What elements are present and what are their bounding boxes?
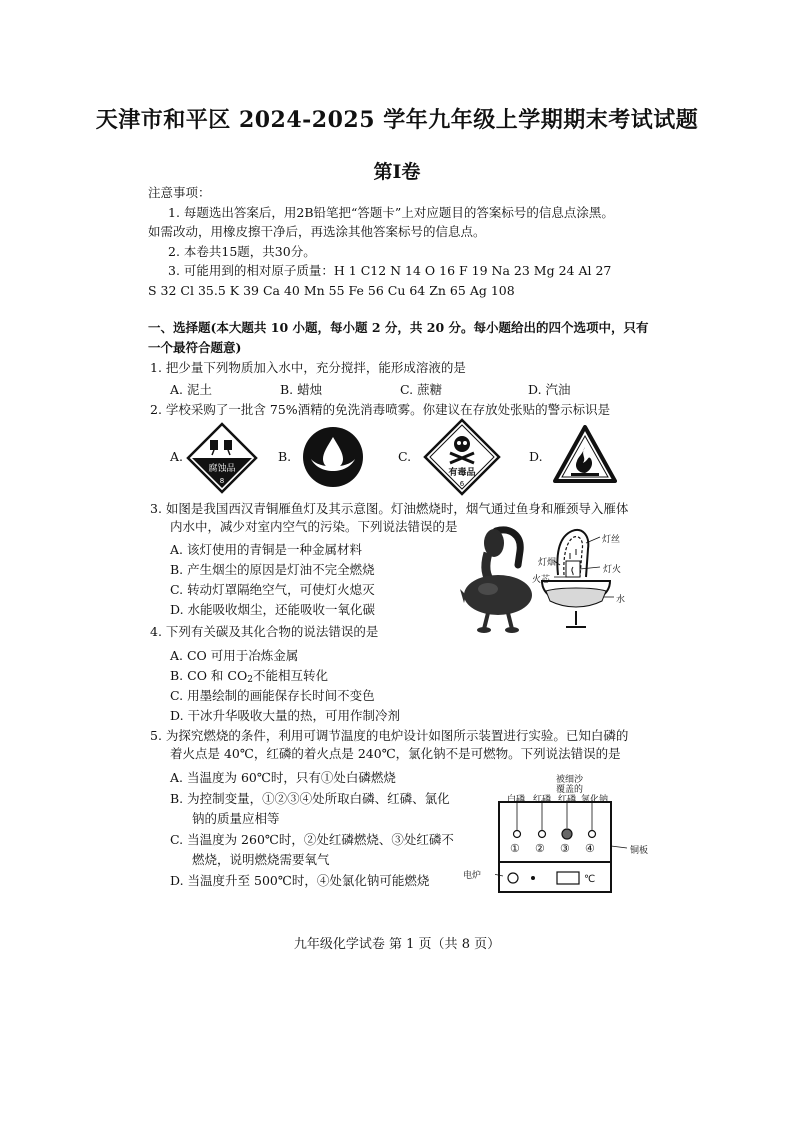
section-heading-line1: 一、选择题(本大题共 10 小题，每小题 2 分，共 20 分。每小题给出的四个选项中，只有 xyxy=(148,320,649,335)
bronze-lamp-photo xyxy=(458,525,538,635)
label-red-phosphorus-1: 红磷 xyxy=(533,795,552,805)
q4-option-b xyxy=(170,666,328,685)
q3-stem-line2: 内水中，减少对室内空气的污染。下列说法错误的是 xyxy=(170,519,458,534)
flammable-sign-icon xyxy=(553,425,617,483)
label-lamp-core: 火芯 xyxy=(532,575,551,585)
label-lamp-fire: 灯火 xyxy=(603,565,622,575)
label-water: 水 xyxy=(616,595,626,605)
q5-option-c-line2: 燃烧，说明燃烧需要氧气 xyxy=(192,852,330,867)
q3-option-a: A. 该灯使用的青铜是一种金属材料 xyxy=(170,542,362,557)
q2-stem: 2. 学校采购了一批含 75%酒精的免洗消毒喷雾。你建议在存放处张贴的警示标识是 xyxy=(150,402,611,417)
q1-option-d: D. 汽油 xyxy=(528,382,571,397)
notes-heading: 注意事项： xyxy=(148,185,211,200)
q1-option-c: C. 蔗糖 xyxy=(400,382,443,397)
position-3: ③ xyxy=(560,842,570,855)
toxic-sign-icon xyxy=(423,418,501,496)
q1-option-a: A. 泥土 xyxy=(170,382,212,397)
corrosive-sign-number: 8 xyxy=(219,477,225,485)
q3-option-c: C. 转动灯罩隔绝空气，可使灯火熄灭 xyxy=(170,582,375,597)
position-4: ④ xyxy=(585,842,595,855)
section-heading-line2: 一个最符合题意) xyxy=(148,340,242,355)
label-electric-stove: 电炉 xyxy=(463,871,482,881)
page-footer: 九年级化学试卷 第 1 页（共 8 页） xyxy=(293,937,501,952)
q2-option-d: D. xyxy=(529,449,543,464)
label-sand-covered-1: 被细沙 xyxy=(556,775,584,785)
label-red-phosphorus-2: 红磷 xyxy=(558,795,577,805)
q1-option-b: B. 蜡烛 xyxy=(280,382,323,397)
label-white-phosphorus: 白磷 xyxy=(507,795,526,805)
label-lamp-smoke: 灯烟 xyxy=(538,558,557,568)
q5-option-b-line1: B. 为控制变量，①②③④处所取白磷、红磷、氯化 xyxy=(170,791,450,806)
note-3b: S 32 Cl 35.5 K 39 Ca 40 Mn 55 Fe 56 Cu 64 Zn 65 Ag 108 xyxy=(148,283,515,298)
label-sodium-chloride: 氯化钠 xyxy=(581,795,609,805)
corrosive-sign-text: 腐蚀品 xyxy=(208,464,236,474)
volume-heading: 第Ⅰ卷 xyxy=(373,161,421,183)
q4-option-b-pre: B. CO 和 CO xyxy=(170,668,248,683)
q4-option-a: A. CO 可用于冶炼金属 xyxy=(170,648,299,663)
q2-option-c: C. xyxy=(398,449,412,464)
note-1b: 如需改动，用橡皮擦干净后，再选涂其他答案标号的信息点。 xyxy=(148,224,486,239)
label-lamp-wick: 灯丝 xyxy=(602,535,621,545)
q1-stem: 1. 把少量下列物质加入水中，充分搅拌，能形成溶液的是 xyxy=(150,360,466,375)
q2-option-a: A. xyxy=(170,449,184,464)
note-1a: 1. 每题选出答案后，用2B铅笔把“答题卡”上对应题目的答案标号的信息点涂黑。 xyxy=(168,205,614,220)
q4-option-d: D. 干冰升华吸收大量的热，可用作制冷剂 xyxy=(170,708,401,723)
position-2: ② xyxy=(535,842,545,855)
corrosive-sign-icon xyxy=(186,422,258,494)
q5-stem-line2: 着火点是 40℃，红磷的着火点是 240℃，氯化钠不是可燃物。下列说法错误的是 xyxy=(170,746,621,761)
water-drop-sign-icon xyxy=(301,425,365,489)
q5-option-b-line2: 钠的质量应相等 xyxy=(192,811,280,826)
label-copper-plate: 铜板 xyxy=(630,846,649,856)
q4-option-c: C. 用墨绘制的画能保存长时间不变色 xyxy=(170,688,375,703)
q3-option-d: D. 水能吸收烟尘，还能吸收一氧化碳 xyxy=(170,602,376,617)
q5-stem-line1: 5. 为探究燃烧的条件，利用可调节温度的电炉设计如图所示装置进行实验。已知白磷的 xyxy=(150,728,629,743)
position-1: ① xyxy=(510,842,520,855)
q2-option-b: B. xyxy=(278,449,292,464)
q4-option-b-post: 不能相互转化 xyxy=(252,668,328,683)
toxic-sign-text: 有毒品 xyxy=(448,468,476,478)
label-celsius: ℃ xyxy=(584,874,596,885)
q5-option-d: D. 当温度升至 500℃时，④处氯化钠可能燃烧 xyxy=(170,873,430,888)
q3-stem-line1: 3. 如图是我国西汉青铜雁鱼灯及其示意图。灯油燃烧时，烟气通过鱼身和雁颈导入雁体 xyxy=(150,501,629,516)
q5-option-c-line1: C. 当温度为 260℃时，②处红磷燃烧、③处红磷不 xyxy=(170,832,454,847)
toxic-sign-number: 6 xyxy=(459,480,465,488)
q5-option-a: A. 当温度为 60℃时，只有①处白磷燃烧 xyxy=(170,770,396,785)
exam-title: 天津市和平区 2024-2025 学年九年级上学期期末考试试题 xyxy=(95,107,699,133)
note-2: 2. 本卷共15题，共30分。 xyxy=(168,244,316,259)
note-3a: 3. 可能用到的相对原子质量：H 1 C12 N 14 O 16 F 19 Na 23 Mg 24 Al 27 xyxy=(168,263,612,278)
label-sand-covered-2: 覆盖的 xyxy=(556,785,584,795)
q3-option-b: B. 产生烟尘的原因是灯油不完全燃烧 xyxy=(170,562,375,577)
q4-stem: 4. 下列有关碳及其化合物的说法错误的是 xyxy=(150,624,379,639)
q4-option-b-sub: 2 xyxy=(247,675,253,685)
